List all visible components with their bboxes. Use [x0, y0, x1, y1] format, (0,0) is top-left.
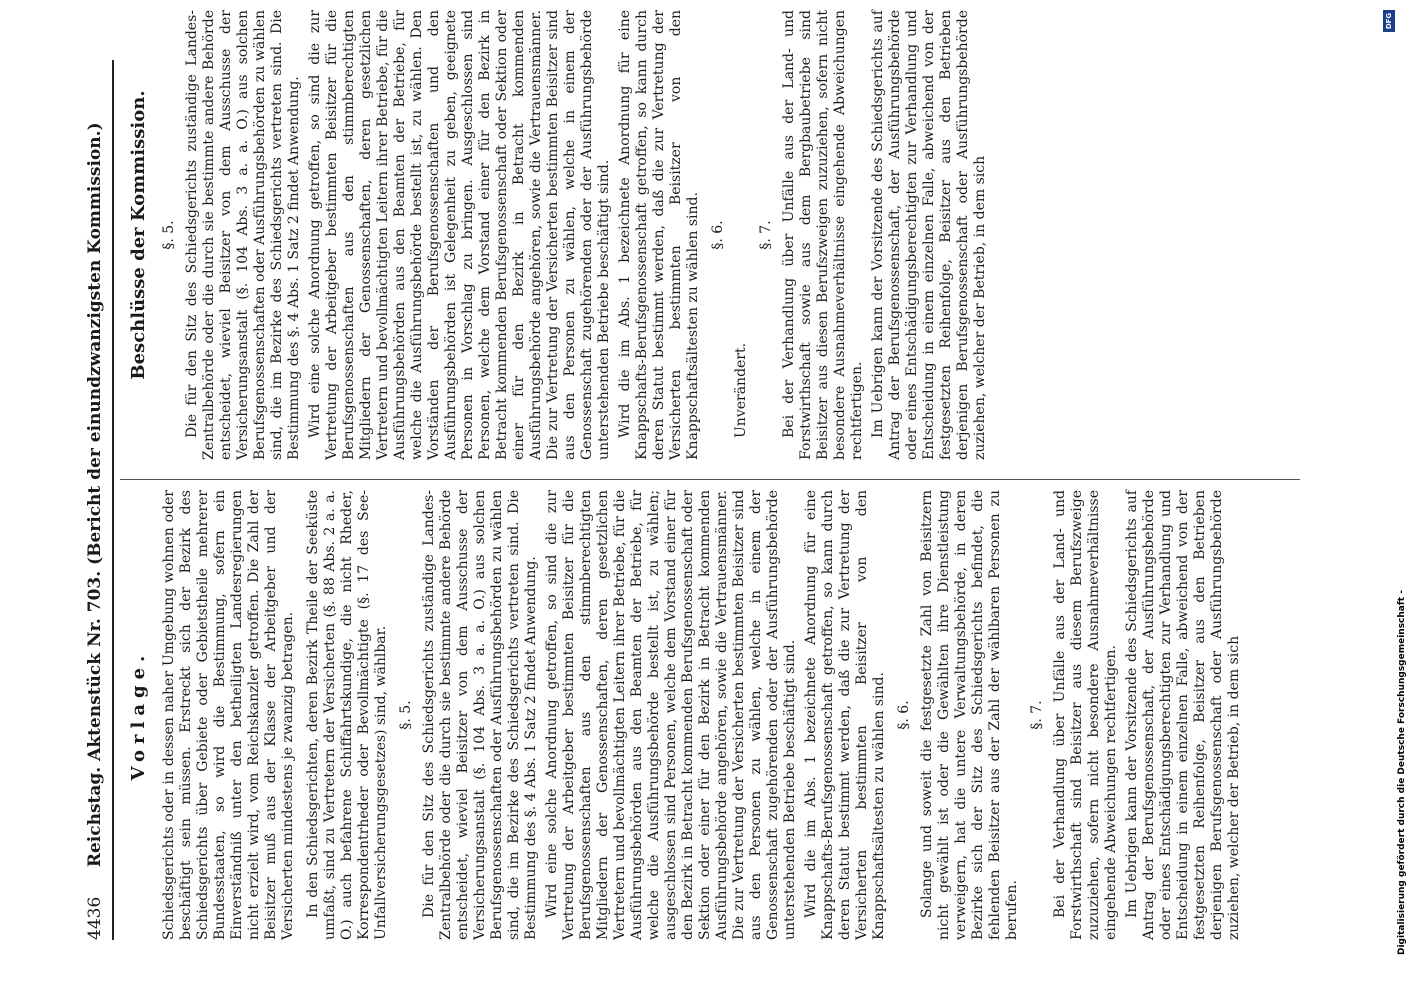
dfg-logo-icon — [1383, 10, 1395, 32]
section-label: §. 6. — [710, 220, 726, 250]
digitization-credit: Digitalisierung gefördert durch die Deutsche Forschungsgemeinschaft - — [1397, 590, 1407, 955]
paragraph: Die für den Sitz des Schiedsgerichts zuständige Landes-Zentralbehörde oder die durch sie bestimmte andere Behörde entscheidet, wieviel Beisitzer von dem Ausschusse der Versicherungsanstalt (§. 104 Abs. 3 a. a. O.) aus solchen Berufsgenossenschaften oder Ausführungsbehörden zu wählen sind, die im Bezirke des Schiedsgerichts vertreten sind. Die Bestimmung des §. 4 Abs. 1 Satz 2 findet Anwendung. — [421, 490, 539, 940]
header-rule — [112, 60, 114, 940]
paragraph: Unverändert. — [733, 342, 749, 438]
running-header — [85, 60, 105, 940]
digitization-stamp — [1383, 0, 1407, 1000]
section-label: §. 7. — [758, 220, 774, 250]
paragraph: In den Schiedsgerichten, deren Bezirk Theile der Seeküste umfaßt, sind zu Vertretern der Versicherten (§. 88 Abs. 2 a. a. O.) auch befahrene Schiffahrtskundige, die nicht Rheder, Korrespondentrheder oder Bevollmächtigte (§. 17 des See-Unfallversicherungsgesetzes) sind, wählbar. — [305, 490, 389, 940]
column-heading-beschluesse: Beschlüsse der Kommission. — [128, 90, 149, 380]
column-divider — [120, 479, 1300, 480]
section-label: §. 6. — [896, 700, 912, 730]
paragraph: Wird eine solche Anordnung getroffen, so sind die zur Vertretung der Arbeitgeber bestimmten Beisitzer für die Berufsgenossenschaften aus den stimmberechtigten Mitgliedern der Genossenschaften, deren gesetzlichen Vertretern und bevollmächtigten Leitern ihrer Betriebe, für die Ausführungsbehörden aus den Beamten der Betriebe, für welche die Ausführungsbehörde bestellt ist, zu wählen; ausgeschlossen sind Personen, welche dem Vorstand einer für den Bezirk in Betracht kommenden Berufsgenossenschaft oder Sektion oder einer für den Bezirk in Betracht kommenden Ausführungsbehörde angehören, sowie die Vertrauensmänner. Die zur Vertretung der Versicherten bestimmten Beisitzer sind aus den Personen zu wählen, welche in einem der Genossenschaft zugehörenden oder der Ausführungsbehörde unterstehenden Betriebe beschäftigt sind. — [544, 490, 798, 940]
section-label: §. 5. — [398, 700, 414, 730]
dfg-logo-text: DFG — [1385, 12, 1393, 30]
paragraph: Bei der Verhandlung über Unfälle aus der Land- und Forstwirthschaft sowie aus dem Bergbaubetriebe sind Beisitzer aus diesen Berufszweigen zuzuziehen, sofern nicht besondere Ausnahmeverhältnisse eingehende Abweichungen rechtfertigen. — [781, 10, 865, 460]
paragraph: Wird die im Abs. 1 bezeichnete Anordnung für eine Knappschafts-Berufsgenossenschaft getroffen, so kann durch deren Statut bestimmt werden, daß die zur Vertretung der Versicherten bestimmten Beisitzer von den Knappschaftsältesten zu wählen sind. — [617, 10, 701, 460]
paragraph: Wird eine solche Anordnung getroffen, so sind die zur Vertretung der Arbeitgeber bestimmten Beisitzer für die Berufsgenossenschaften aus den stimmberechtigten Mitgliedern der Genossenschaften, deren gesetzlichen Vertretern und bevollmächtigten Leitern ihrer Betriebe, für die Ausführungsbehörden aus den Beamten der Betriebe, für welche die Ausführungsbehörde bestellt ist, zu wählen. Den Vorständen der Berufsgenossenschaften und den Ausführungsbehörden ist Gelegenheit zu geben, geeignete Personen in Vorschlag zu bringen. Ausgeschlossen sind Personen, welche dem Vorstand einer für den Bezirk in Betracht kommenden Berufsgenossenschaft oder Sektion oder einer für den Bezirk in Betracht kommenden Ausführungsbehörde angehören, sowie die Vertrauensmänner. Die zur Vertretung der Versicherten bestimmten Beisitzer sind aus den Personen zu wählen, welche in einem der Genossenschaft zugehörenden oder der Ausführungsbehörde unterstehenden Betriebe beschäftigt sind. — [307, 10, 612, 460]
page-number: 4436 — [85, 896, 105, 940]
section-label: §. 7. — [1029, 700, 1045, 730]
paragraph: Solange und soweit die festgesetzte Zahl von Beisitzern nicht gewählt ist oder die Gewählten ihre Dienstleistung verweigern, hat die untere Verwaltungsbehörde, in deren Bezirke sich der Sitz des Schiedsgerichts befindet, die fehlenden Beisitzer aus der Zahl der wählbaren Personen zu berufen. — [919, 490, 1020, 940]
paragraph: Schiedsgerichts oder in dessen naher Umgebung wohnen oder beschäftigt sein müssen. Erstreckt sich der Bezirk des Schiedsgerichts über Gebiete oder Gebietstheile mehrerer Bundesstaaten, so wird die Bestimmung, sofern ein Einverständniß unter den betheiligten Landesregierungen nicht erzielt wird, vom Reichskanzler getroffen. Die Zahl der Beisitzer muß aus der Klasse der Arbeitgeber und der Versicherten mindestens je zwanzig betragen. — [161, 490, 296, 940]
paragraph: Die für den Sitz des Schiedsgerichts zuständige Landes-Zentralbehörde oder die durch sie bestimmte andere Behörde entscheidet, wieviel Beisitzer von dem Ausschusse der Versicherungsanstalt (§. 104 Abs. 3 a. a. O.) aus solchen Berufsgenossenschaften oder Ausführungsbehörden zu wählen sind, die im Bezirke des Schiedsgerichts vertreten sind. Die Bestimmung des §. 4 Abs. 1 Satz 2 findet Anwendung. — [184, 10, 302, 460]
paragraph: Im Uebrigen kann der Vorsitzende des Schiedsgerichts auf Antrag der Berufsgenossenschaft, der Ausführungsbehörde oder eines Entschädigungsberechtigten zur Verhandlung und Entscheidung in einem einzelnen Falle, abweichend von der festgesetzten Reihenfolge, Beisitzer aus den Betrieben derjenigen Berufsgenossenschaft oder Ausführungsbehörde zuziehen, welcher der Betrieb, in dem sich — [870, 10, 988, 460]
section-label: §. 5. — [161, 220, 177, 250]
column-heading-vorlage: Vorlage. — [128, 649, 149, 781]
column-beschluesse — [120, 10, 993, 460]
column-vorlage — [120, 490, 1247, 940]
header-title: Reichstag. Aktenstück Nr. 703. (Bericht der einundzwanzigsten Kommission.) — [85, 122, 105, 868]
paragraph: Wird die im Abs. 1 bezeichnete Anordnung für eine Knappschafts-Berufsgenossenschaft getroffen, so kann durch deren Statut bestimmt werden, daß die zur Vertretung der Versicherten bestimmten Beisitzer von den Knappschaftsältesten zu wählen sind. — [803, 490, 887, 940]
paragraph: Bei der Verhandlung über Unfälle aus der Land- und Forstwirthschaft sind Beisitzer aus diesem Berufszweige zuzuziehen, sofern nicht besondere Ausnahmeverhältnisse eingehende Abweichungen rechtfertigen. — [1052, 490, 1119, 940]
paragraph: Im Uebrigen kann der Vorsitzende des Schiedsgerichts auf Antrag der Berufsgenossenschaft, der Ausführungsbehörde oder eines Entschädigungsberechtigten zur Verhandlung und Entscheidung in einem einzelnen Falle, abweichend von der festgesetzten Reihenfolge, Beisitzer aus den Betrieben derjenigen Berufsgenossenschaft oder Ausführungsbehörde zuziehen, welcher der Betrieb, in dem sich — [1124, 490, 1242, 940]
